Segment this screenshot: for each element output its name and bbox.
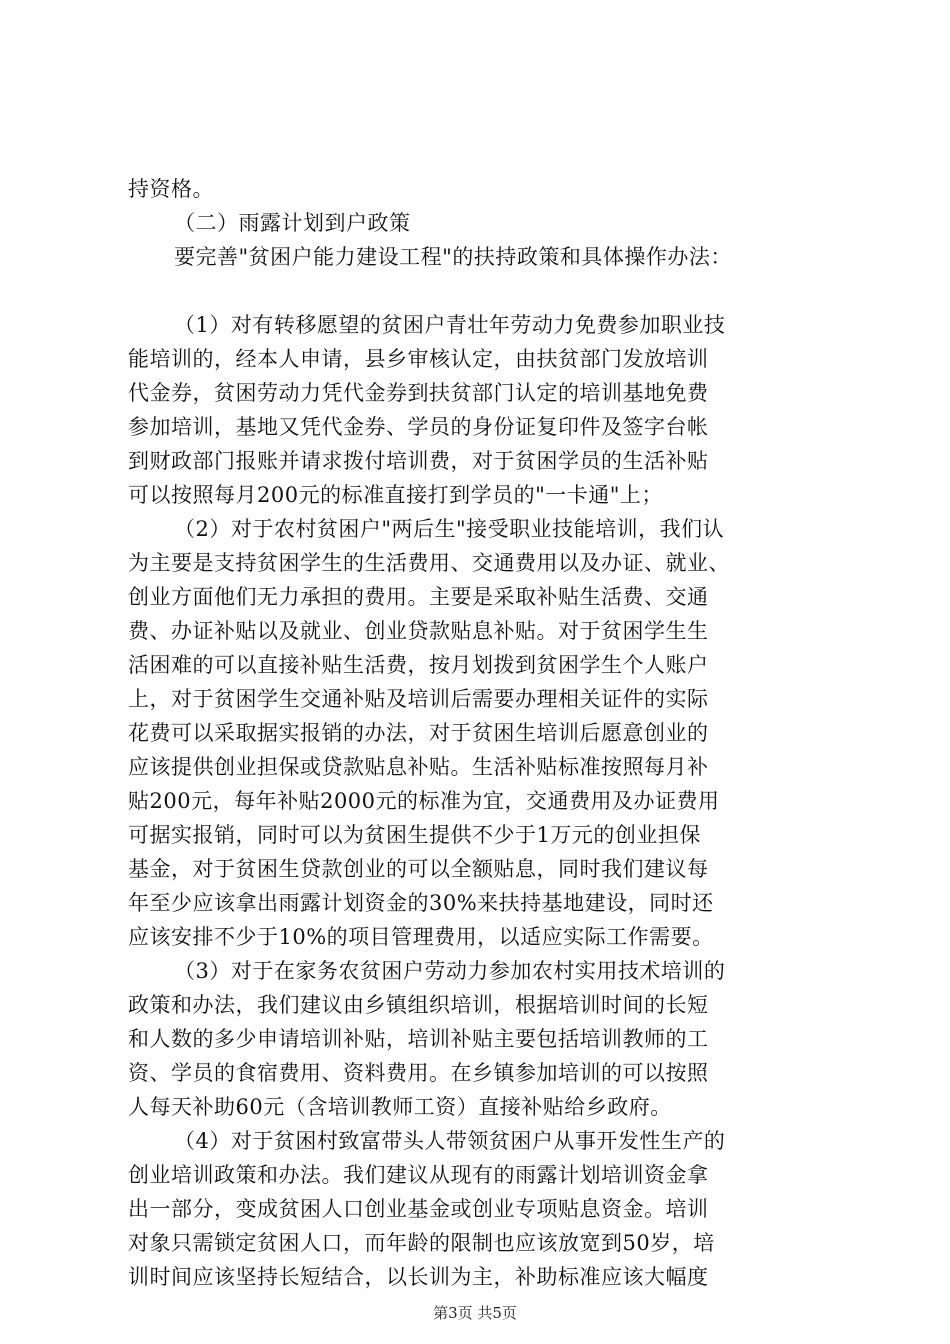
- text-line: 政策和办法，我们建议由乡镇组织培训，根据培训时间的长短: [128, 993, 709, 1017]
- text-line: 应该提供创业担保或贷款贴息补贴。生活补贴标准按照每月补: [128, 755, 709, 779]
- text-line: 可以按照每月200元的标准直接打到学员的"一卡通"上；: [128, 483, 663, 507]
- text-line: 出一部分，变成贫困人口创业基金或创业专项贴息资金。培训: [128, 1197, 709, 1221]
- text-line: （2）对于农村贫困户"两后生"接受职业技能培训，我们认: [174, 517, 725, 541]
- text-line: 对象只需锁定贫困人口，而年龄的限制也应该放宽到50岁，培: [128, 1231, 715, 1255]
- text-line: 为主要是支持贫困学生的生活费用、交通费用以及办证、就业、: [128, 551, 730, 575]
- paragraph-gap: [128, 274, 838, 308]
- text-line: 创业方面他们无力承担的费用。主要是采取补贴生活费、交通: [128, 585, 709, 609]
- text-line: 基金，对于贫困生贷款创业的可以全额贴息，同时我们建议每: [128, 857, 709, 881]
- text-line: 费、办证补贴以及就业、创业贷款贴息补贴。对于贫困学生生: [128, 619, 709, 643]
- text-line: 花费可以采取据实报销的办法，对于贫困生培训后愿意创业的: [128, 721, 709, 745]
- text-line: （1）对有转移愿望的贫困户青壮年劳动力免费参加职业技: [174, 313, 726, 337]
- text-line: 创业培训政策和办法。我们建议从现有的雨露计划培训资金拿: [128, 1163, 709, 1187]
- text-line: （二）雨露计划到户政策: [174, 211, 411, 235]
- text-line: 上，对于贫困学生交通补贴及培训后需要办理相关证件的实际: [128, 687, 709, 711]
- text-line: 资、学员的食宿费用、资料费用。在乡镇参加培训的可以按照: [128, 1061, 709, 1085]
- text-line: 活困难的可以直接补贴生活费，按月划拨到贫困学生个人账户: [128, 653, 709, 677]
- text-line: 可据实报销，同时可以为贫困生提供不少于1万元的创业担保: [128, 823, 701, 847]
- text-line: 要完善"贫困户能力建设工程"的扶持政策和具体操作办法：: [174, 245, 732, 269]
- text-line: 和人数的多少申请培训补贴，培训补贴主要包括培训教师的工: [128, 1027, 709, 1051]
- document-body: [128, 172, 838, 1294]
- text-line: （3）对于在家务农贫困户劳动力参加农村实用技术培训的: [174, 959, 726, 983]
- page-footer: 第3页 共5页: [433, 1304, 517, 1322]
- text-line: 应该安排不少于10%的项目管理费用，以适应实际工作需要。: [128, 925, 714, 949]
- text-line: 能培训的，经本人申请，县乡审核认定，由扶贫部门发放培训: [128, 347, 709, 371]
- text-line: 代金券，贫困劳动力凭代金券到扶贫部门认定的培训基地免费: [128, 381, 709, 405]
- text-line: 人每天补助60元（含培训教师工资）直接补贴给乡政府。: [128, 1095, 672, 1119]
- text-line: 参加培训，基地又凭代金券、学员的身份证复印件及签字台帐: [128, 415, 709, 439]
- text-line: 训时间应该坚持长短结合，以长训为主，补助标准应该大幅度: [128, 1265, 709, 1289]
- text-line: （4）对于贫困村致富带头人带领贫困户从事开发性生产的: [174, 1129, 726, 1153]
- text-line: 持资格。: [128, 177, 214, 201]
- text-line: 贴200元，每年补贴2000元的标准为宜，交通费用及办证费用: [128, 789, 720, 813]
- text-line: 到财政部门报账并请求拨付培训费，对于贫困学员的生活补贴: [128, 449, 709, 473]
- text-line: 年至少应该拿出雨露计划资金的30%来扶持基地建设，同时还: [128, 891, 714, 915]
